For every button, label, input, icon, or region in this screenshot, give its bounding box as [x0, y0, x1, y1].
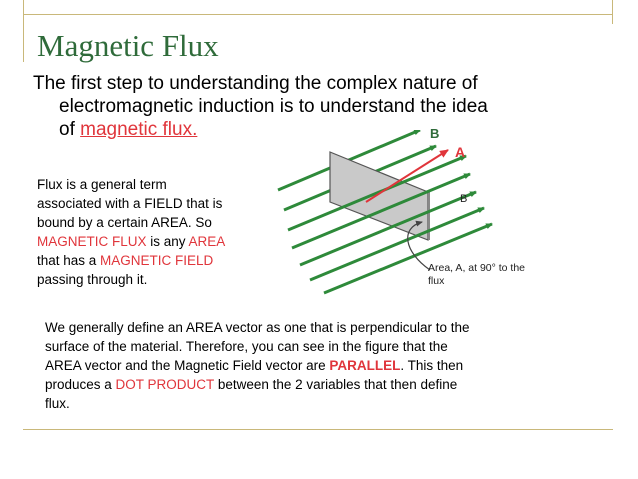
- bottom-line-3-suffix: . This then: [400, 358, 464, 373]
- label-b-top: B: [430, 126, 440, 141]
- parallel-term: PARALLEL: [329, 358, 401, 373]
- label-a: A: [455, 144, 466, 160]
- side-line-1: Flux is a general term: [37, 177, 167, 192]
- frame-bottom-rule: [23, 429, 613, 430]
- side-line-6: passing through it.: [37, 272, 148, 287]
- bottom-line-4: [45, 375, 605, 394]
- magnetic-field-term: MAGNETIC FIELD: [100, 253, 214, 268]
- frame-right-rule: [612, 0, 613, 24]
- intro-line-2: electromagnetic induction is to understand the idea: [59, 96, 488, 117]
- bottom-line-3-prefix: AREA vector and the Magnetic Field vector are: [45, 358, 330, 373]
- area-term: AREA: [188, 234, 226, 249]
- side-line-5-prefix: that has a: [37, 253, 101, 268]
- flux-definition-text: [37, 175, 277, 289]
- bottom-line-4-prefix: produces a: [45, 377, 116, 392]
- magnetic-flux-highlight: magnetic flux.: [80, 119, 198, 140]
- dot-product-term: DOT PRODUCT: [115, 377, 215, 392]
- bottom-line-2: surface of the material. Therefore, you can see in the figure that the: [45, 339, 448, 354]
- intro-line-3-prefix: of: [59, 119, 81, 140]
- magnetic-flux-term: MAGNETIC FLUX: [37, 234, 147, 249]
- area-caption-line-2: flux: [428, 275, 445, 287]
- frame-left-rule: [23, 0, 24, 62]
- label-b-right: B: [460, 193, 468, 205]
- area-caption: [428, 262, 525, 288]
- side-line-2: associated with a FIELD that is: [37, 196, 223, 211]
- bottom-line-5: flux.: [45, 396, 70, 411]
- side-line-3: bound by a certain AREA. So: [37, 215, 212, 230]
- side-line-4: [37, 232, 277, 251]
- area-caption-line-1: Area, A, at 90° to the: [428, 262, 526, 274]
- frame-top-rule: [23, 14, 613, 15]
- area-vector-explanation: [45, 318, 605, 413]
- bottom-line-1: We generally define an AREA vector as one that is perpendicular to the: [45, 320, 470, 335]
- side-line-4-mid: is any: [146, 234, 189, 249]
- bottom-line-3: [45, 356, 605, 375]
- bottom-line-4-suffix: between the 2 variables that then define: [214, 377, 458, 392]
- slide-title: Magnetic Flux: [37, 28, 219, 63]
- intro-line-1: The first step to understanding the complex nature of: [33, 73, 478, 94]
- side-line-5: [37, 251, 277, 270]
- area-plate-edge: [428, 192, 430, 240]
